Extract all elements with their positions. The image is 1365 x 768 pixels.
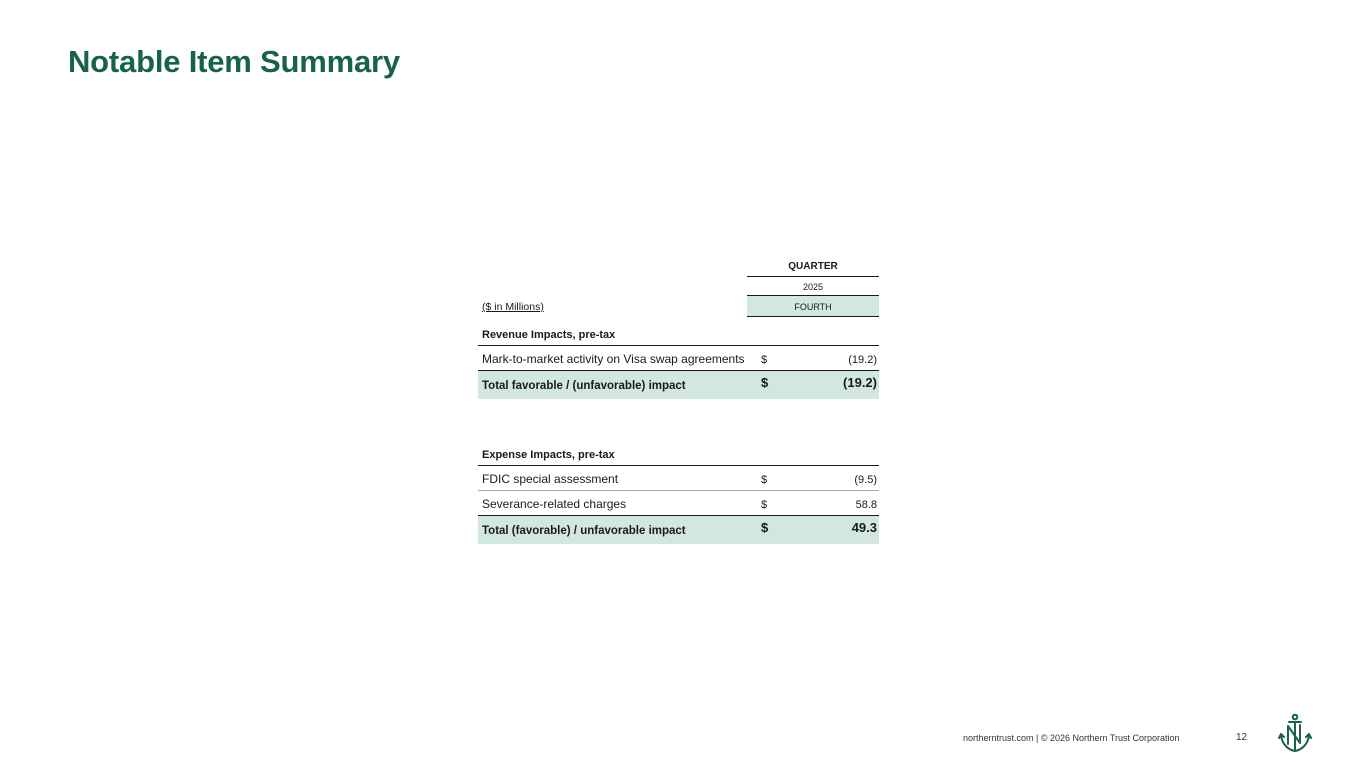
- total-row-revenue: [478, 371, 879, 399]
- footer-copyright: northerntrust.com | © 2026 Northern Trust Corporation: [963, 733, 1180, 743]
- section-heading: Expense Impacts, pre-tax: [478, 437, 879, 466]
- total-value: 49.3: [851, 520, 877, 535]
- currency-symbol: $: [761, 474, 768, 486]
- table-row: [478, 346, 879, 371]
- row-label: Severance-related charges: [482, 497, 627, 511]
- page-number: 12: [1236, 732, 1248, 743]
- section-heading: Revenue Impacts, pre-tax: [478, 317, 879, 346]
- year-header: 2025: [747, 277, 879, 296]
- currency-symbol: $: [761, 520, 769, 535]
- header-row-period: [478, 296, 879, 317]
- currency-symbol: $: [761, 499, 768, 511]
- row-value: (9.5): [854, 474, 877, 486]
- row-label: Mark-to-market activity on Visa swap agreements: [482, 352, 745, 366]
- section-heading-revenue: [478, 317, 879, 346]
- section-heading-expense: [478, 437, 879, 466]
- row-label: FDIC special assessment: [482, 472, 619, 486]
- page-title: Notable Item Summary: [68, 44, 400, 79]
- total-label: Total (favorable) / unfavorable impact: [482, 525, 686, 537]
- total-value: (19.2): [843, 375, 877, 390]
- currency-symbol: $: [761, 354, 768, 366]
- currency-symbol: $: [761, 375, 769, 390]
- table-row: [478, 491, 879, 516]
- notable-items-table: [478, 255, 879, 544]
- row-value: (19.2): [848, 354, 877, 366]
- section-spacer: [478, 399, 879, 437]
- period-group-header: QUARTER: [747, 255, 879, 277]
- northern-trust-anchor-logo-icon: [1278, 713, 1312, 753]
- units-label: ($ in Millions): [482, 301, 544, 313]
- header-row-period-group: [478, 255, 879, 277]
- table-row: [478, 466, 879, 491]
- row-value: 58.8: [855, 499, 877, 511]
- total-row-expense: [478, 516, 879, 544]
- header-row-year: [478, 277, 879, 296]
- period-header: FOURTH: [747, 296, 879, 317]
- total-label: Total favorable / (unfavorable) impact: [482, 380, 686, 392]
